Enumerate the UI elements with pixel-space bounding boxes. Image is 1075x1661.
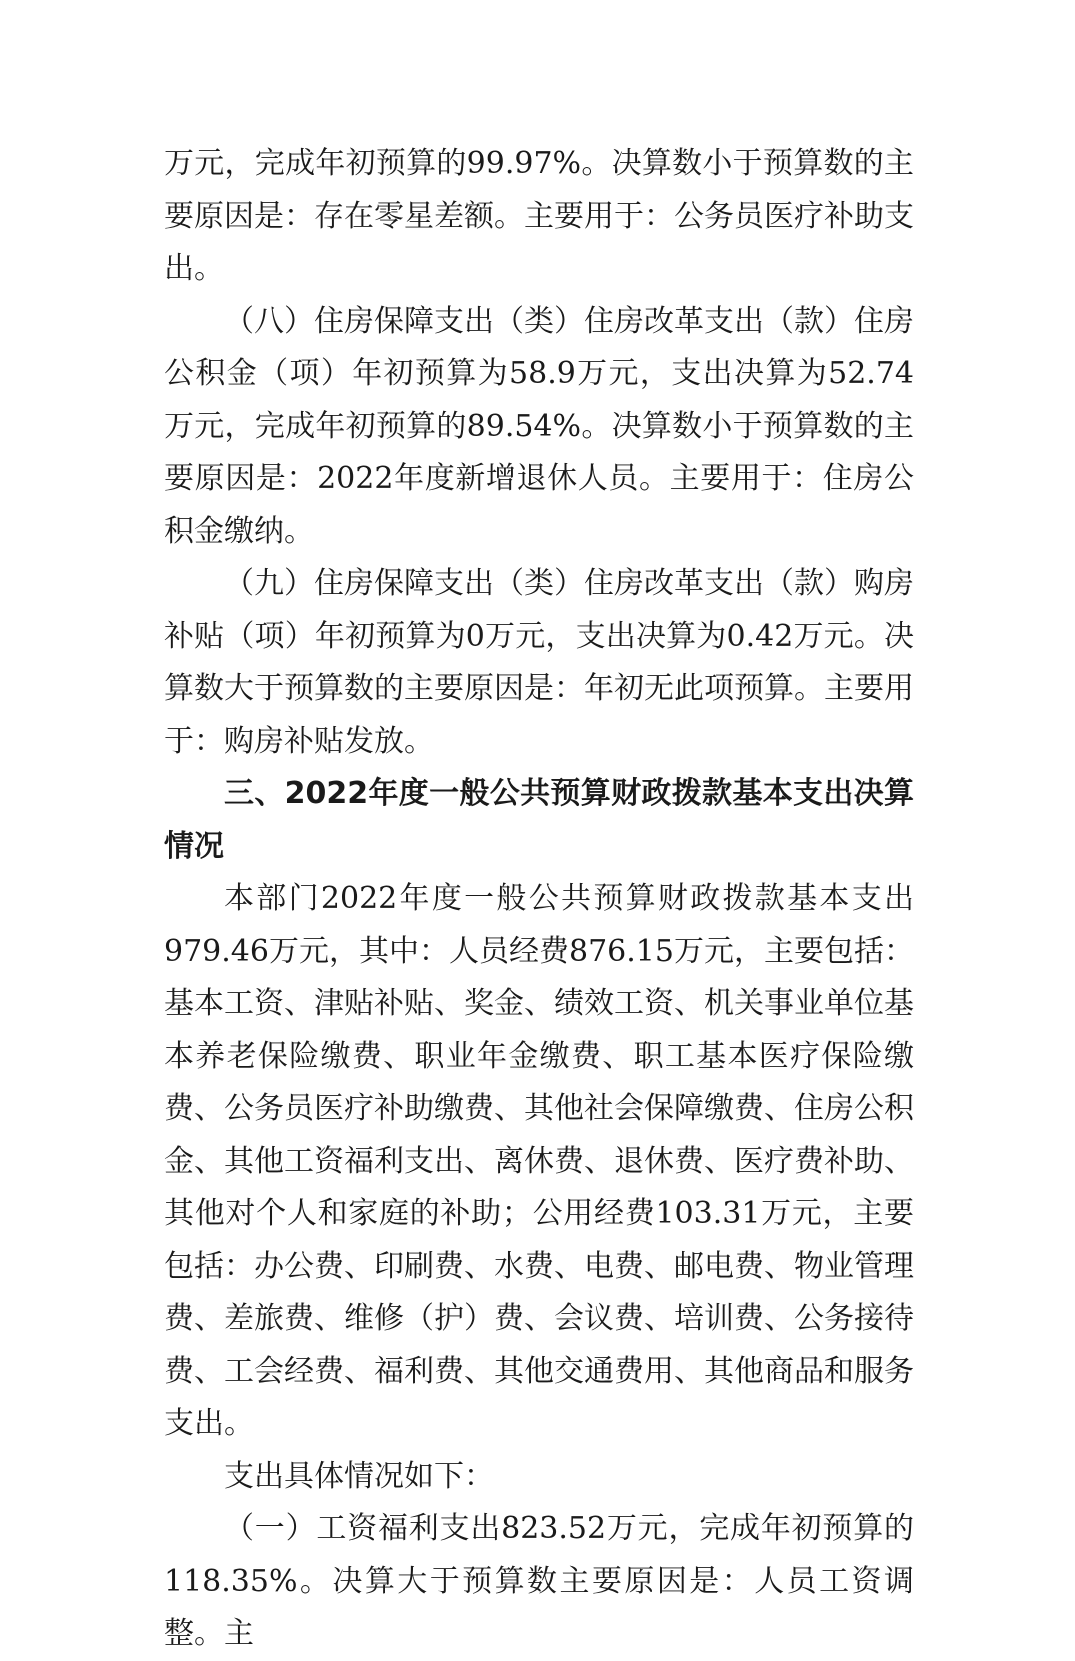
- section-heading-basic-expenditure: 三、2022年度一般公共预算财政拨款基本支出决算情况: [164, 776, 914, 864]
- document-body: [164, 138, 914, 1661]
- paragraph-continuation: 万元，完成年初预算的99.97%。决算数小于预算数的主要原因是：存在零星差额。主要用于：公务员医疗补助支出。: [164, 146, 914, 286]
- paragraph-basic-expenditure: 本部门2022年度一般公共预算财政拨款基本支出979.46万元，其中：人员经费876.15万元，主要包括：基本工资、津贴补贴、奖金、绩效工资、机关事业单位基本养老保险缴费、职业年金缴费、职工基本医疗保险缴费、公务员医疗补助缴费、其他社会保障缴费、住房公积金、其他工资福利支出、离休费、退休费、医疗费补助、其他对个人和家庭的补助；公用经费103.31万元，主要包括：办公费、印刷费、水费、电费、邮电费、物业管理费、差旅费、维修（护）费、会议费、培训费、公务接待费、工会经费、福利费、其他交通费用、其他商品和服务支出。: [164, 881, 914, 1441]
- paragraph-salary-welfare: （一）工资福利支出823.52万元，完成年初预算的118.35%。决算大于预算数主要原因是：人员工资调整。主: [164, 1511, 914, 1651]
- paragraph-details-intro: 支出具体情况如下：: [224, 1458, 494, 1494]
- paragraph-item-8-housing-fund: （八）住房保障支出（类）住房改革支出（款）住房公积金（项）年初预算为58.9万元，支出决算为52.74万元，完成年初预算的89.54%。决算数小于预算数的主要原因是：2022年度新增退休人员。主要用于：住房公积金缴纳。: [164, 303, 914, 549]
- paragraph-item-9-housing-subsidy: （九）住房保障支出（类）住房改革支出（款）购房补贴（项）年初预算为0万元，支出决算为0.42万元。决算数大于预算数的主要原因是：年初无此项预算。主要用于：购房补贴发放。: [164, 566, 914, 759]
